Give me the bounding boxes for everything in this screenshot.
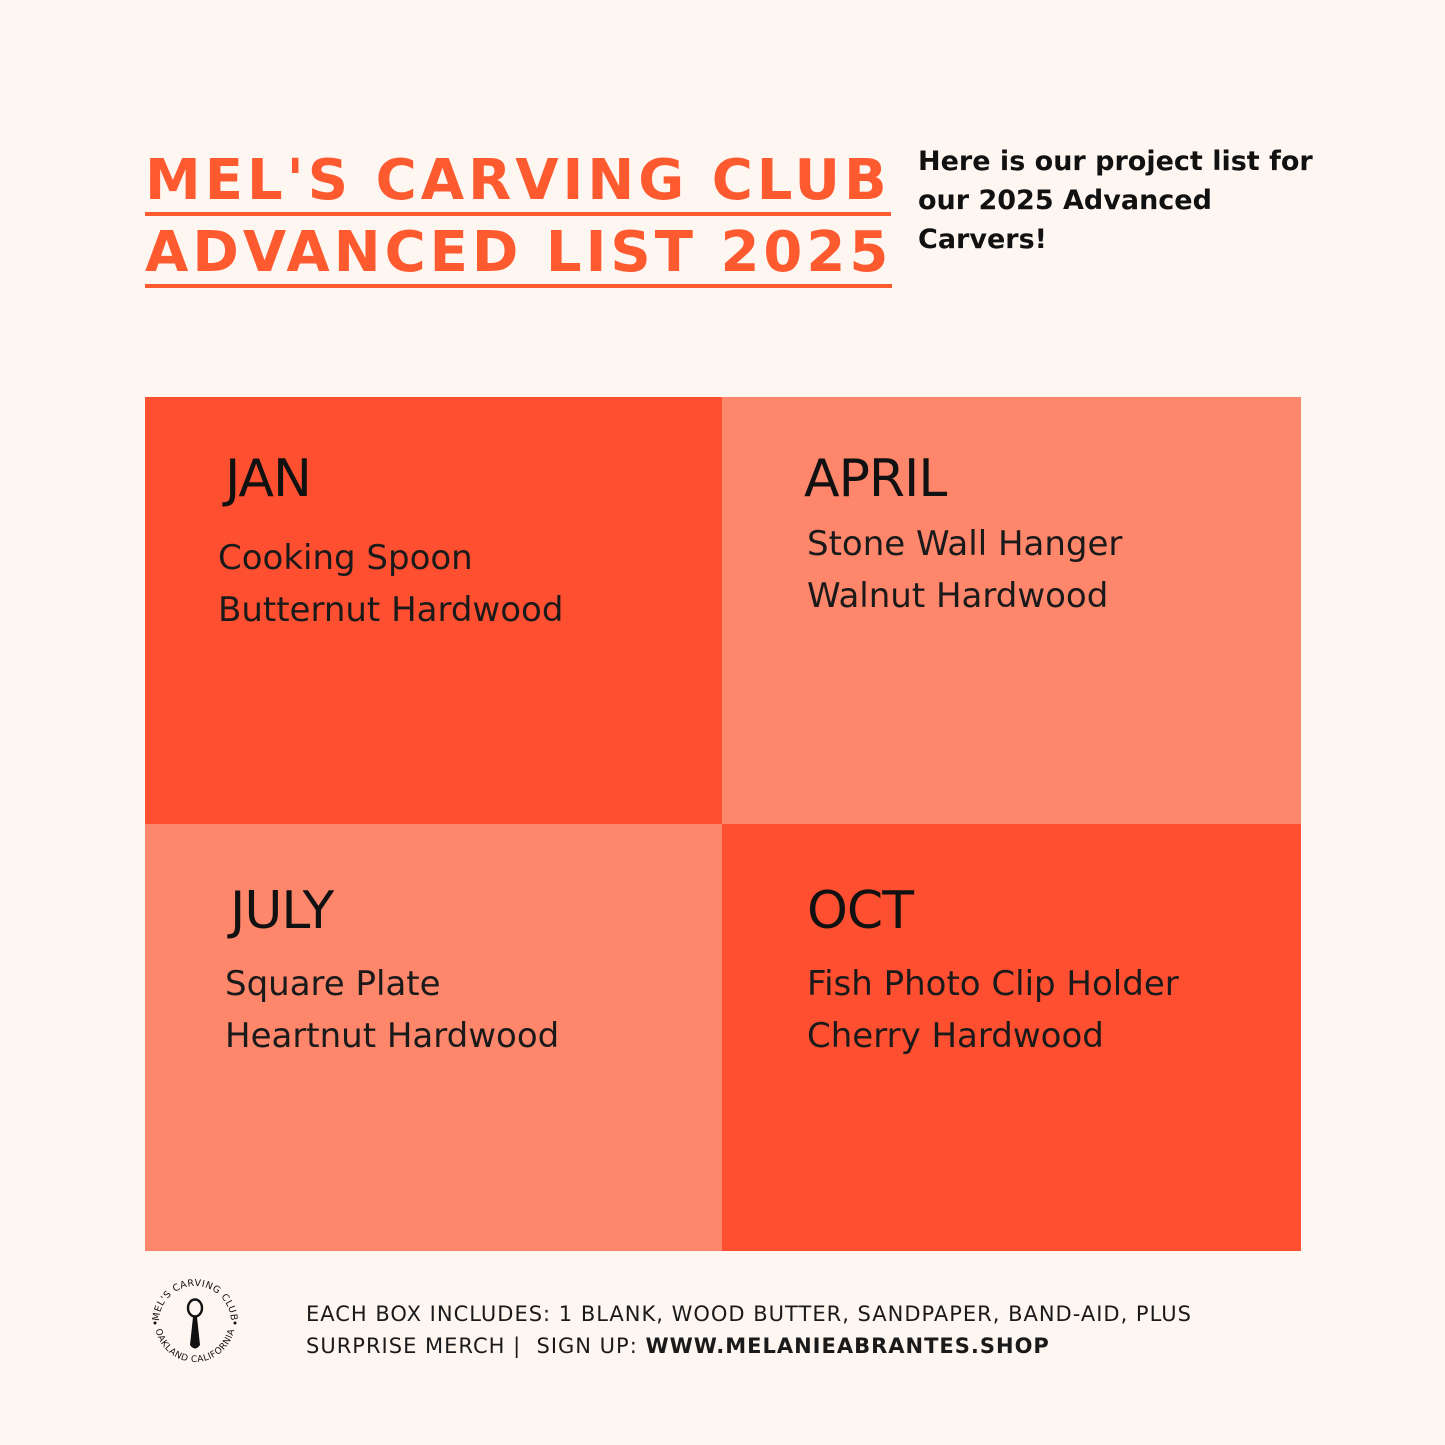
project-grid — [145, 397, 1301, 1251]
club-logo — [145, 1272, 245, 1372]
intro-text: Here is our project list for our 2025 Advanced Carvers! — [918, 146, 1313, 255]
title-line-1: MEL'S CARVING CLUB — [145, 150, 891, 216]
logo-top-text: MEL'S CARVING CLUB — [150, 1277, 240, 1322]
month-label: OCT — [807, 881, 914, 941]
shop-link[interactable]: WWW.MELANIEABRANTES.SHOP — [645, 1334, 1050, 1358]
month-label: JULY — [230, 881, 334, 941]
month-label: JAN — [225, 449, 311, 509]
logo-bottom-text: OAKLAND CALIFORNIA — [152, 1327, 238, 1366]
project-card-july — [145, 824, 722, 1251]
project-name: Square Plate — [225, 964, 441, 1004]
project-name: Fish Photo Clip Holder — [807, 964, 1179, 1004]
footer-line-1: EACH BOX INCLUDES: 1 BLANK, WOOD BUTTER, SANDPAPER, BAND-AID, PLUS — [306, 1302, 1192, 1326]
wood-type: Walnut Hardwood — [807, 576, 1109, 616]
project-card-jan — [145, 397, 722, 824]
month-label: APRIL — [804, 449, 947, 509]
footer-info — [306, 1298, 1192, 1362]
project-name: Stone Wall Hanger — [807, 524, 1123, 564]
wood-type: Cherry Hardwood — [807, 1016, 1104, 1056]
page-title — [145, 150, 892, 294]
title-line-2: ADVANCED LIST 2025 — [145, 222, 892, 288]
project-card-oct — [722, 824, 1301, 1251]
project-card-april — [722, 397, 1301, 824]
project-name: Cooking Spoon — [218, 538, 473, 578]
spoon-icon — [188, 1300, 202, 1349]
wood-type: Butternut Hardwood — [218, 590, 564, 630]
wood-type: Heartnut Hardwood — [225, 1016, 560, 1056]
footer-line-2: SURPRISE MERCH | SIGN UP: — [306, 1334, 646, 1358]
